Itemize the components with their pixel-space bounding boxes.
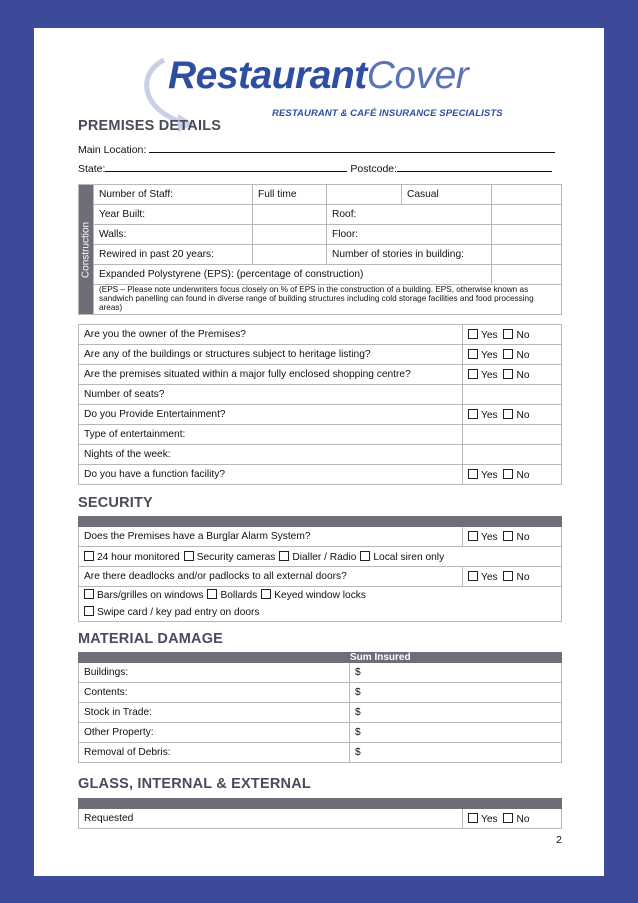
security-table xyxy=(78,516,562,622)
checkbox-icon[interactable] xyxy=(468,409,478,419)
material-label: Buildings: xyxy=(79,663,350,683)
material-label: Contents: xyxy=(79,683,350,703)
staff-label: Number of Staff: xyxy=(94,185,253,205)
material-band-left xyxy=(79,653,350,663)
checkbox-icon[interactable] xyxy=(468,349,478,359)
question-label: Nights of the week: xyxy=(79,445,463,465)
year-built-field[interactable] xyxy=(253,205,327,225)
security-option-label: Swipe card / key pad entry on doors xyxy=(97,607,260,618)
question-label: Do you have a function facility? xyxy=(79,465,463,485)
checkbox-icon[interactable] xyxy=(279,551,289,561)
form-page xyxy=(34,28,604,876)
question-label: Type of entertainment: xyxy=(79,425,463,445)
sum-insured-field[interactable]: $ xyxy=(350,663,562,683)
question-label: Are you the owner of the Premises? xyxy=(79,325,463,345)
checkbox-icon[interactable] xyxy=(360,551,370,561)
question-answer-field[interactable] xyxy=(463,425,562,445)
construction-table xyxy=(78,184,562,315)
question-label: Do you Provide Entertainment? xyxy=(79,405,463,425)
eps-label: Expanded Polystyrene (EPS): (percentage of construction) xyxy=(94,265,492,285)
locks-options xyxy=(79,587,562,622)
question-yes-no[interactable]: Yes No xyxy=(463,345,562,365)
roof-label: Roof: xyxy=(327,205,492,225)
security-option-label: Bars/grilles on windows xyxy=(97,590,204,601)
checkbox-icon[interactable] xyxy=(503,571,513,581)
walls-field[interactable] xyxy=(253,225,327,245)
glass-requested: Requested xyxy=(79,809,463,829)
state-postcode-line xyxy=(78,161,552,175)
checkbox-icon[interactable] xyxy=(503,329,513,339)
roof-field[interactable] xyxy=(492,205,562,225)
fulltime-field[interactable] xyxy=(327,185,402,205)
security-title: SECURITY xyxy=(78,495,153,511)
checkbox-icon[interactable] xyxy=(503,349,513,359)
question-row xyxy=(79,365,562,385)
question-yes-no[interactable]: Yes No xyxy=(463,405,562,425)
alarm-options xyxy=(79,547,562,567)
question-answer-field[interactable] xyxy=(463,445,562,465)
checkbox-icon[interactable] xyxy=(468,531,478,541)
locks-question: Are there deadlocks and/or padlocks to all external doors? xyxy=(79,567,463,587)
locks-options-line-2 xyxy=(84,604,556,621)
floor-label: Floor: xyxy=(327,225,492,245)
material-row xyxy=(79,743,562,763)
sum-insured-header: Sum Insured xyxy=(350,653,562,663)
question-row xyxy=(79,405,562,425)
security-option-label: 24 hour monitored xyxy=(97,551,180,563)
premises-questions-table xyxy=(78,324,562,485)
question-yes-no[interactable]: Yes No xyxy=(463,465,562,485)
eps-note: (EPS – Please note underwriters focus closely on % of EPS in the construction of a building. EPS, otherwise known as sandwich panelling can found in diverse range of building structures including cold storage facilities and food processing areas) xyxy=(94,285,562,315)
sum-insured-field[interactable]: $ xyxy=(350,683,562,703)
alarm-yes-no[interactable]: Yes No xyxy=(463,527,562,547)
security-option-label: Keyed window locks xyxy=(274,590,366,601)
checkbox-icon[interactable] xyxy=(468,469,478,479)
checkbox-icon[interactable] xyxy=(84,606,94,616)
material-row xyxy=(79,683,562,703)
state-field[interactable] xyxy=(105,161,347,172)
glass-yes-no[interactable]: Yes No xyxy=(463,809,562,829)
casual-label: Casual xyxy=(402,185,492,205)
checkbox-icon[interactable] xyxy=(207,589,217,599)
state-label: State: xyxy=(78,163,106,175)
premises-title: PREMISES DETAILS xyxy=(78,118,222,134)
logo-tagline: RESTAURANT & CAFÉ INSURANCE SPECIALISTS xyxy=(272,108,503,119)
question-label: Are any of the buildings or structures subject to heritage listing? xyxy=(79,345,463,365)
security-option-label: Dialler / Radio xyxy=(292,551,357,563)
material-label: Stock in Trade: xyxy=(79,703,350,723)
walls-label: Walls: xyxy=(94,225,253,245)
question-row xyxy=(79,445,562,465)
checkbox-icon[interactable] xyxy=(468,329,478,339)
security-option-label: Bollards xyxy=(220,590,258,601)
question-row xyxy=(79,345,562,365)
question-label: Number of seats? xyxy=(79,385,463,405)
material-row xyxy=(79,723,562,743)
material-label: Removal of Debris: xyxy=(79,743,350,763)
question-label: Are the premises situated within a major fully enclosed shopping centre? xyxy=(79,365,463,385)
checkbox-icon[interactable] xyxy=(84,589,94,599)
construction-side-label: Construction xyxy=(79,185,94,315)
main-location-field[interactable] xyxy=(149,142,555,153)
security-option-label: Local siren only xyxy=(373,551,445,563)
material-title: MATERIAL DAMAGE xyxy=(78,631,224,647)
sum-insured-field[interactable]: $ xyxy=(350,723,562,743)
floor-field[interactable] xyxy=(492,225,562,245)
glass-header-band xyxy=(79,799,562,809)
glass-title: GLASS, INTERNAL & EXTERNAL xyxy=(78,776,311,792)
question-row xyxy=(79,385,562,405)
sum-insured-field[interactable]: $ xyxy=(350,703,562,723)
stories-label: Number of stories in building: xyxy=(327,245,492,265)
checkbox-icon[interactable] xyxy=(503,531,513,541)
page-number: 2 xyxy=(556,834,562,846)
question-yes-no[interactable]: Yes No xyxy=(463,325,562,345)
main-location-label: Main Location: xyxy=(78,144,147,156)
rewired-field[interactable] xyxy=(253,245,327,265)
locks-yes-no[interactable]: Yes No xyxy=(463,567,562,587)
year-built-label: Year Built: xyxy=(94,205,253,225)
material-label: Other Property: xyxy=(79,723,350,743)
checkbox-icon[interactable] xyxy=(468,813,478,823)
checkbox-icon[interactable] xyxy=(503,369,513,379)
security-header-band xyxy=(79,517,562,527)
postcode-field[interactable] xyxy=(397,161,552,172)
postcode-label: Postcode: xyxy=(350,163,398,175)
material-table xyxy=(78,652,562,763)
question-row xyxy=(79,465,562,485)
question-yes-no[interactable]: Yes No xyxy=(463,365,562,385)
locks-options-line-1 xyxy=(84,587,556,604)
checkbox-icon[interactable] xyxy=(468,571,478,581)
checkbox-icon[interactable] xyxy=(261,589,271,599)
checkbox-icon[interactable] xyxy=(503,469,513,479)
alarm-question: Does the Premises have a Burglar Alarm System? xyxy=(79,527,463,547)
logo-wordmark: RestaurantCover xyxy=(168,54,469,97)
glass-table xyxy=(78,798,562,829)
security-option-label: Security cameras xyxy=(196,551,276,563)
material-row xyxy=(79,663,562,683)
checkbox-icon[interactable] xyxy=(503,813,513,823)
eps-field[interactable] xyxy=(492,265,562,285)
casual-field[interactable] xyxy=(492,185,562,205)
stories-field[interactable] xyxy=(492,245,562,265)
checkbox-icon[interactable] xyxy=(503,409,513,419)
checkbox-icon[interactable] xyxy=(468,369,478,379)
checkbox-icon[interactable] xyxy=(184,551,194,561)
material-row xyxy=(79,703,562,723)
fulltime-label: Full time xyxy=(253,185,327,205)
rewired-label: Rewired in past 20 years: xyxy=(94,245,253,265)
sum-insured-field[interactable]: $ xyxy=(350,743,562,763)
checkbox-icon[interactable] xyxy=(84,551,94,561)
question-row xyxy=(79,325,562,345)
main-location-line xyxy=(78,142,555,156)
question-row xyxy=(79,425,562,445)
question-answer-field[interactable] xyxy=(463,385,562,405)
